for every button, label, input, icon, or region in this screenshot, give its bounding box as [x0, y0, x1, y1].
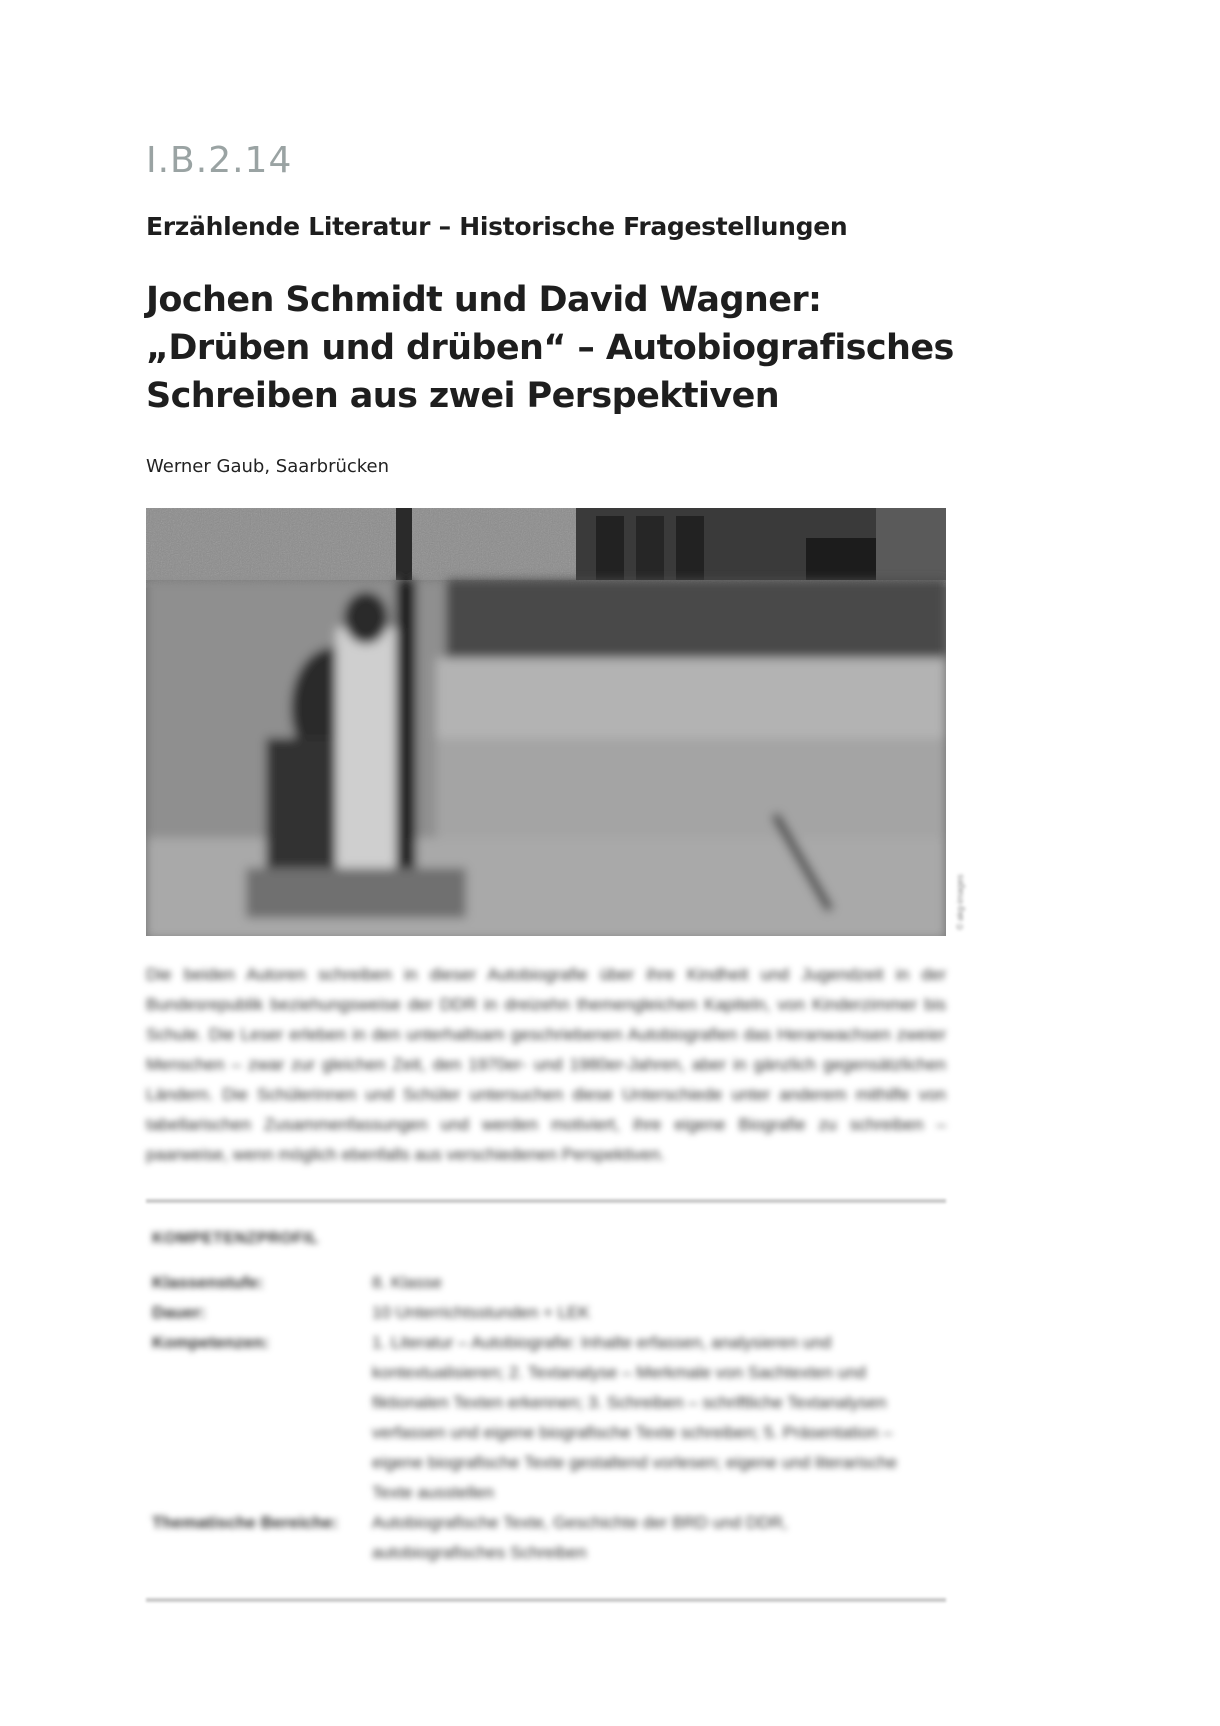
document-code: I.B.2.14 [146, 140, 293, 181]
abstract-text: Die beiden Autoren schreiben in dieser Autobiografie über ihre Kindheit und Jugendzeit in der Bundesrepublik beziehungsweise der DDR in dreizehn themengleichen Kapiteln, von Kinderzimmer bis Schule. Die Leser erleben in den unterhaltsam geschriebenen Autobiografien das Heranwachsen zweier Menschen – zwar zur gleichen Zeit, den 1970er- und 1980er-Jahren, aber in gänzlich gegensätzlichen Ländern. Die Schülerinnen und Schüler untersuchen diese Unterschiede unter anderem mithilfe von tabellarischen Zusammenfassungen und werden motiviert, ihre eigene Biografie zu schreiben – paarweise, wenn möglich ebenfalls aus verschiedenen Perspektiven. [146, 965, 946, 1164]
title-line-2: „Drüben und drüben“ – Autobiografisches [146, 328, 954, 368]
divider-bottom [146, 1598, 946, 1602]
photo-credit: © akg-images [955, 874, 965, 930]
profile-heading: KOMPETENZPROFIL [152, 1230, 319, 1247]
author-line: Werner Gaub, Saarbrücken [146, 456, 390, 477]
series-subtitle: Erzählende Literatur – Historische Fragestellungen [146, 212, 848, 241]
title-line-3: Schreiben aus zwei Perspektiven [146, 376, 780, 416]
profile-row: Thematische Bereiche: Autobiografische Texte, Geschichte der BRD und DDR, autobiografisches Schreiben [152, 1513, 788, 1562]
profile-row: Klassenstufe: 8. Klasse [152, 1273, 442, 1292]
title-line-1: Jochen Schmidt und David Wagner: [146, 280, 822, 320]
document-title [146, 276, 1046, 420]
profile-row: Kompetenzen: 1. Literatur – Autobiografie: Inhalte erfassen, analysieren und kontextualisieren; 2. Textanalyse – Merkmale von Sachtexten und fiktionalen Texten erkennen; 3. Schreiben – schriftliche Textanalysen verfassen und eigene biografische Texte schreiben; 5. Präsentation – eigene biografische Texte gestaltend vorlesen; eigene und literarische Texte ausstellen [152, 1333, 898, 1502]
cover-photo [146, 508, 946, 936]
competence-profile [152, 1230, 942, 1568]
profile-row: Dauer: 10 Unterrichtsstunden + LEK [152, 1303, 590, 1322]
divider-top [146, 1199, 946, 1203]
